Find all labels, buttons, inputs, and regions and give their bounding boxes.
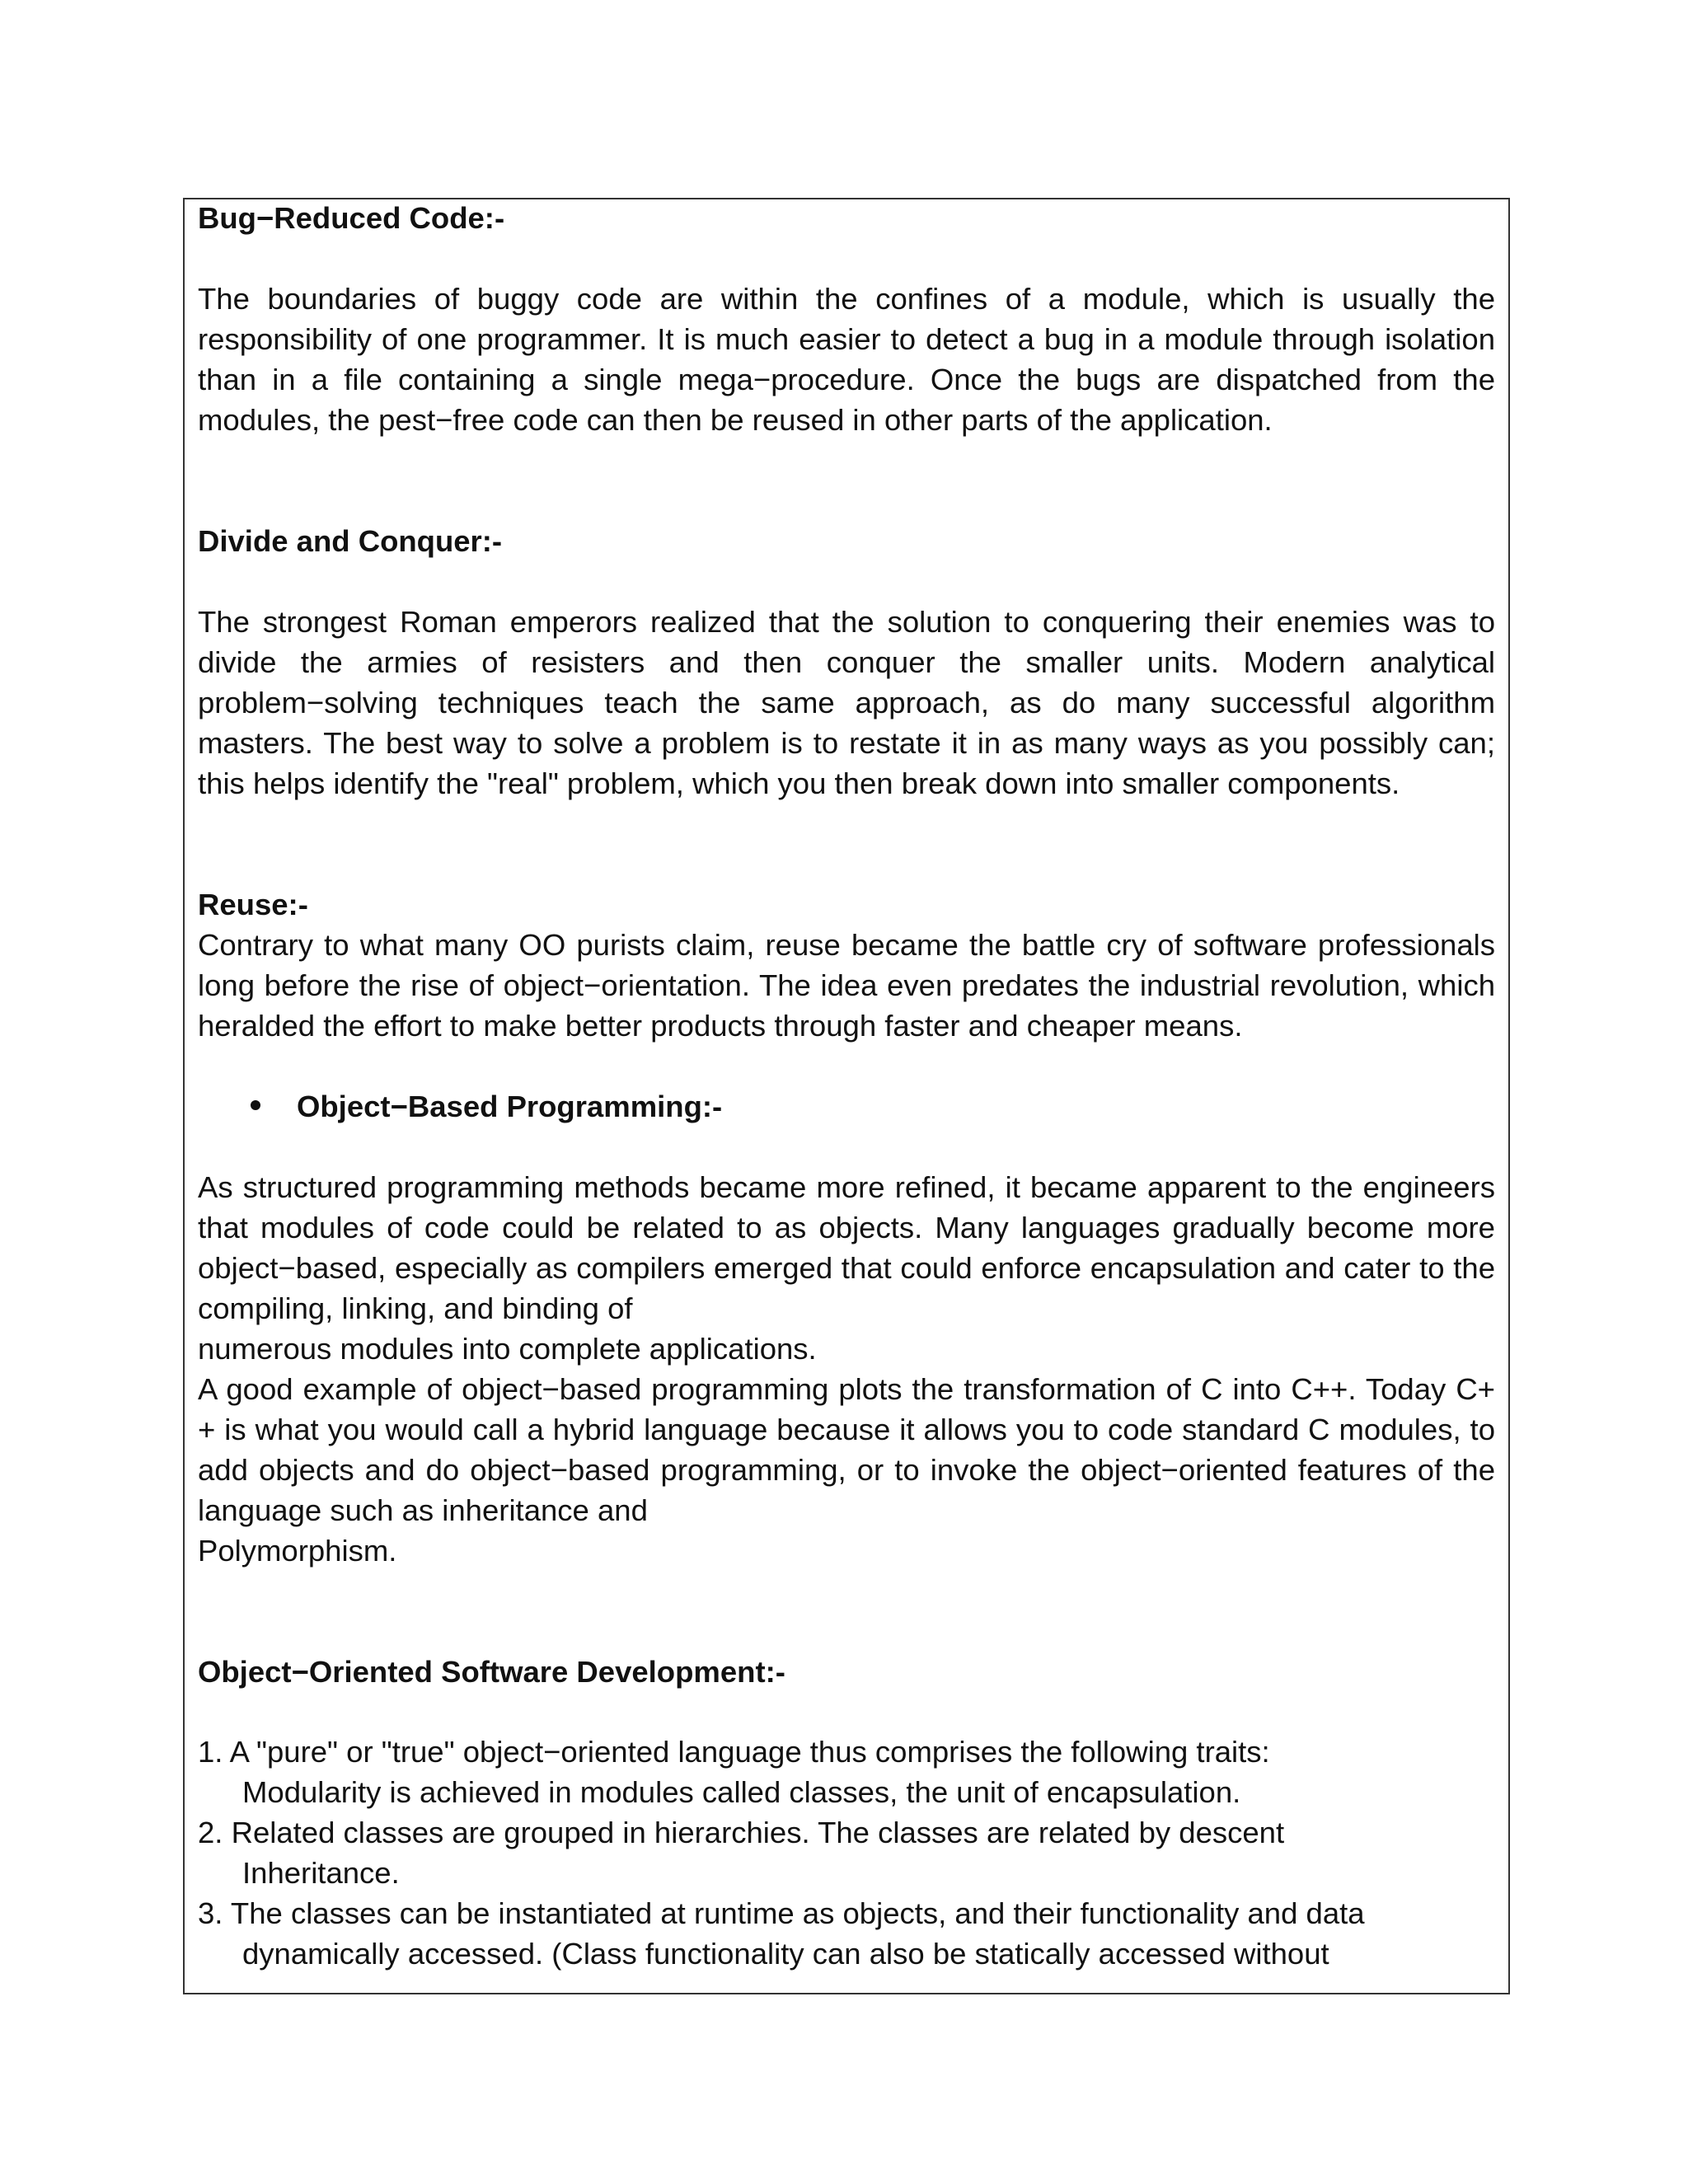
divide-conquer-paragraph: The strongest Roman emperors realized that the solution to conquering their enemies was to divide the armies of resisters and then conquer the smaller units. Modern analytical problem−solving techniques teach the same approach, as do many successful algorithm masters. The best way to solve a problem is to restate it in as many ways as you possibly can; this helps identify the "real" problem, which you then break down into smaller components. — [198, 605, 1495, 800]
list-item-line: Inheritance. — [242, 1856, 400, 1890]
object-based-heading: Object−Based Programming:- — [297, 1090, 723, 1123]
object-based-paragraph-2a: A good example of object−based programming plots the transformation of C into C++. Today C+ + is what you would call a hybrid language because it allows you to code standard C modules, to add objects and do object−based programming, or to invoke the object−oriented features of the language such as inheritance and — [198, 1372, 1495, 1527]
object-based-bullet — [198, 1086, 1495, 1127]
list-item-line: 1. A "pure" or "true" object−oriented language thus comprises the following traits: — [198, 1735, 1270, 1769]
bug-reduced-paragraph: The boundaries of buggy code are within the confines of a module, which is usually the responsibility of one programmer. It is much easier to detect a bug in a module through isolation than in a file containing a single mega−procedure. Once the bugs are dispatched from the modules, the pest−free code can then be reused in other parts of the application. — [198, 282, 1495, 437]
bullet-icon — [251, 1100, 260, 1110]
list-item-line: dynamically accessed. (Class functionality can also be statically accessed without — [242, 1937, 1329, 1971]
reuse-heading: Reuse:- — [198, 888, 308, 921]
document-content — [198, 198, 1495, 1974]
list-item — [198, 1812, 1495, 1893]
list-item-line: 2. Related classes are grouped in hierarchies. The classes are related by descent — [198, 1816, 1285, 1849]
list-item-line: Modularity is achieved in modules called classes, the unit of encapsulation. — [242, 1775, 1241, 1809]
list-item — [198, 1893, 1495, 1974]
list-item-line: 3. The classes can be instantiated at runtime as objects, and their functionality and data — [198, 1896, 1365, 1930]
list-item — [198, 1732, 1495, 1812]
divide-conquer-heading: Divide and Conquer:- — [198, 524, 503, 558]
oo-development-heading: Object−Oriented Software Development:- — [198, 1655, 785, 1689]
object-based-paragraph-2b: Polymorphism. — [198, 1534, 397, 1568]
bug-reduced-heading: Bug−Reduced Code:- — [198, 201, 505, 235]
reuse-paragraph: Contrary to what many OO purists claim, reuse became the battle cry of software professionals long before the rise of object−orientation. The idea even predates the industrial revolution, which heralded the effort to make better products through faster and cheaper means. — [198, 928, 1495, 1043]
object-based-paragraph-1b: numerous modules into complete applications. — [198, 1332, 817, 1366]
object-based-paragraph-1a: As structured programming methods became more refined, it became apparent to the engineers that modules of code could be related to as objects. Many languages gradually become more object−based, especially as compilers emerged that could enforce encapsulation and cater to the compiling, linking, and binding of — [198, 1170, 1495, 1325]
